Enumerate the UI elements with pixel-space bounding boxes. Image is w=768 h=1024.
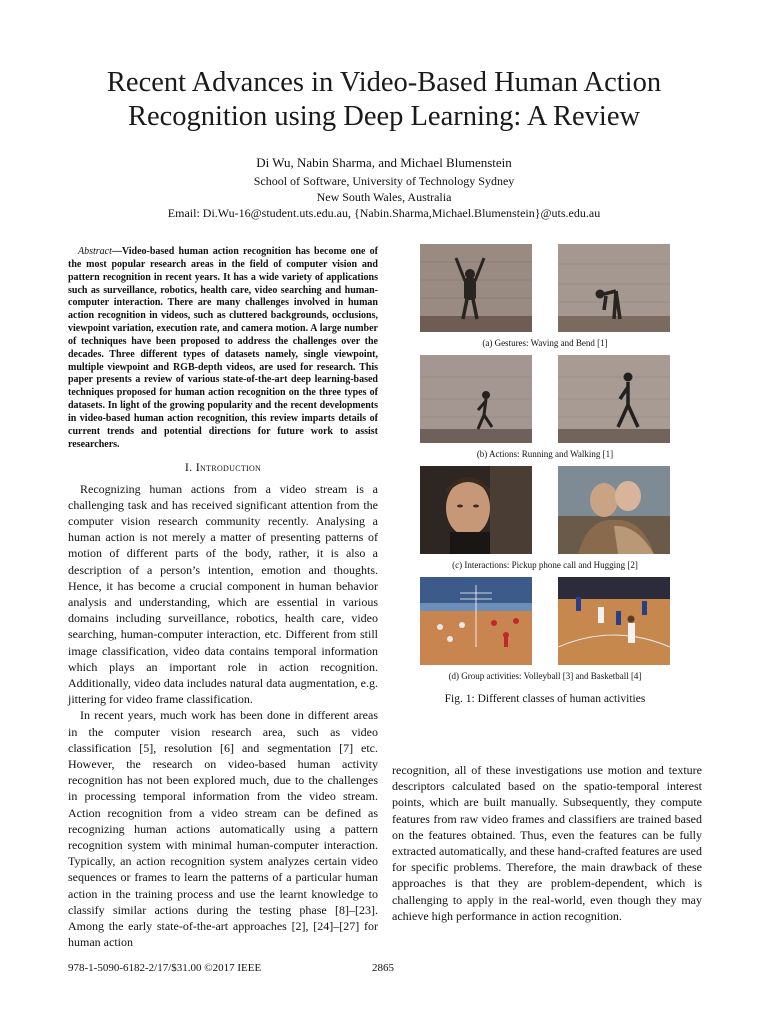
- left-column: [68, 246, 378, 950]
- figure-row-interactions: [420, 466, 670, 554]
- intro-paragraph-2: In recent years, much work has been done in different areas in the computer vision research area, such as video classification [5], resolution [6] and segmentation [7] etc. However, the research on video-based human activity recognition has not been explored much, due to the challenges in processing temporal information from the video stream. Action recognition from a video stream can be defined as recognizing human actions automatically using a pattern recognition system with minimal human-computer interaction. Typically, an action recognition system analyzes certain video sequences or frames to learn the patterns of a particular human action in the training process and use the learnt knowledge to classify similar actions during the testing phase [8]–[23]. Among the early state-of-the-art approaches [2], [24]–[27] for human action: [68, 708, 378, 950]
- volleyball-photo: [420, 577, 532, 665]
- abstract-lead: Abstract: [78, 246, 112, 257]
- subcaption-c: (c) Interactions: Pickup phone call and Hugging [2]: [452, 560, 638, 570]
- section-heading-introduction: [68, 460, 378, 475]
- footer-copyright: 978-1-5090-6182-2/17/$31.00 ©2017 IEEE: [68, 962, 262, 974]
- subcaption-b: (b) Actions: Running and Walking [1]: [476, 449, 614, 459]
- subcaption-a: (a) Gestures: Waving and Bend [1]: [482, 338, 608, 348]
- intro-paragraph-continued: recognition, all of these investigations use motion and texture descriptors calculated based on the spatio-temporal interest points, which are built manually. Subsequently, they compute features from raw video frames and classifiers are trained based on the features obtained. Thus, even the features can be fully extracted automatically, and these hand-crafted features are used for specific problems. Therefore, the main drawback of these approaches is that they are problem-dependent, which is challenging to apply in the real-world, even though they may achieve high performance in action recognition.: [392, 763, 702, 923]
- abstract: [68, 246, 378, 452]
- right-column: [392, 762, 702, 924]
- intro-paragraph-1: Recognizing human actions from a video stream is a challenging task and has received significant attention from the computer vision research community recently. Analysing a human action is not merely a matter of presenting patterns of motion of different parts of the body, rather, it is also a description of a person’s intention, emotion and thoughts. Hence, it has become a crucial component in human behavior analysis and understanding, which are essential in various domains including surveillance, robotics, health care, video searching, human-computer interaction, etc. Different from still image classification, video data contains temporal information which plays an important role in action recognition. Additionally, video data includes natural data augmentation, e.g. jittering for video frame classification.: [68, 481, 378, 707]
- paper-title: [40, 66, 728, 134]
- running-photo: [420, 355, 532, 443]
- affiliation-block: [40, 173, 728, 221]
- walking-photo: [558, 355, 670, 443]
- email-line: Email: Di.Wu-16@student.uts.edu.au, {Nabin.Sharma,Michael.Blumenstein}@uts.edu.au: [167, 206, 601, 220]
- basketball-photo: [558, 577, 670, 665]
- subcaption-d: (d) Group activities: Volleyball [3] and Basketball [4]: [448, 671, 642, 681]
- title-line-2: Recognition using Deep Learning: A Review: [127, 101, 641, 132]
- hugging-photo: [558, 466, 670, 554]
- affiliation-line-1: School of Software, University of Technology Sydney: [253, 174, 515, 188]
- figure-row-actions: [420, 355, 670, 443]
- section-title: Introduction: [195, 459, 262, 474]
- affiliation-line-2: New South Wales, Australia: [316, 190, 452, 204]
- figure-1: [420, 244, 670, 706]
- abstract-text: —Video-based human action recognition has become one of the most popular research areas in the field of computer vision and pattern recognition in recent years. It has a wide variety of applications such as surveillance, robotics, health care, video searching and human-computer interaction. There are many challenges involved in human action recognition in videos, such as cluttered backgrounds, occlusions, viewpoint variation, execution rate, and camera motion. A large number of techniques have been proposed to address the challenges over the decades. Three different types of datasets namely, single viewpoint, multiple viewpoint and RGB-depth videos, are used for research. This paper presents a review of various state-of-the-art deep learning-based techniques proposed for human action recognition on the three types of datasets. In light of the growing popularity and the recent developments in video-based human action recognition, this review imparts details of current trends and potential directions for future work to assist researchers.: [68, 246, 378, 450]
- page-number: 2865: [372, 962, 394, 974]
- figure-caption: Fig. 1: Different classes of human activities: [444, 693, 646, 705]
- section-number: I.: [184, 459, 193, 474]
- waving-photo: [420, 244, 532, 332]
- figure-row-group-activities: [420, 577, 670, 665]
- figure-row-gestures: [420, 244, 670, 332]
- bend-photo: [558, 244, 670, 332]
- phone-call-photo: [420, 466, 532, 554]
- title-line-1: Recent Advances in Video-Based Human Action: [106, 67, 662, 98]
- author-list: Di Wu, Nabin Sharma, and Michael Blumenstein: [256, 155, 512, 170]
